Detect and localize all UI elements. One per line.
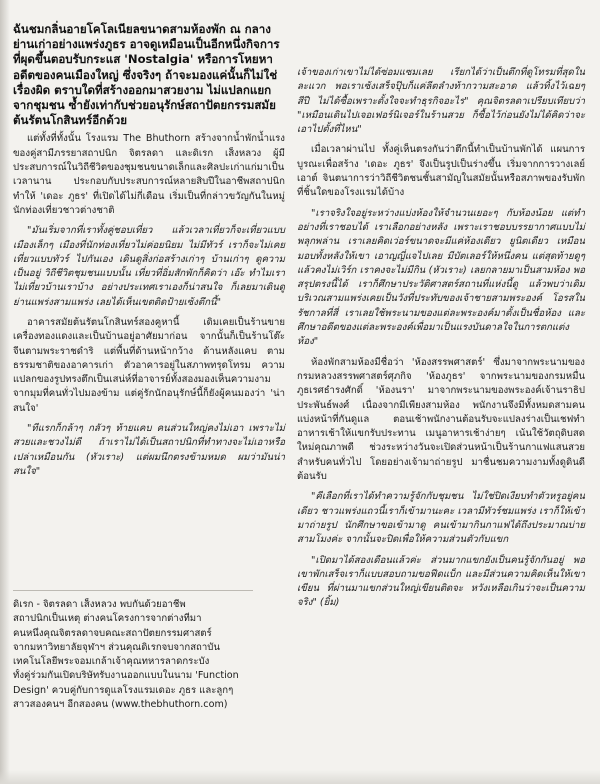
page-fold-shadow — [0, 0, 10, 784]
left-column — [13, 22, 285, 485]
caption-line: คนหนึ่งคุณจิตรลดาจบคณะสถาปัตยกรรมศาสตร์ — [13, 627, 212, 639]
caption-line: จากมหาวิทยาลัยจุฬาฯ ส่วนคุณดิเรกจบจากสถาบัน — [13, 641, 220, 653]
right-column — [297, 66, 585, 617]
page-bottom-shadow — [0, 770, 600, 784]
body-paragraph: อาคารสมัยต้นรัตนโกสินทร์สองคูหานี้ เดิมเคยเป็นร้านขายเครื่องทองแดงและเป็นบ้านอยู่อาศัยมาก่อน จากนั้นก็เป็นร้านโต๊ะจีนตามพระราชดำริ แต่พื้นที่ด้านหน้ากว้าง ด้านหลังแคบ ตามธรรมชาติของอาคารเก่า ตัวอาคารอยู่ในสภาพทรุดโทรม ความแปลกของรูปทรงตึกเป็นเสน่ห์ที่อาจารย์ทั้งสองมองเห็นความงามจากมุมที่คนทั่วไปมองข้าม แต่คู่รักนักอนุรักษ์นี้ก็ยังผู้คนมองว่า 'น่าสนใจ' — [13, 316, 285, 414]
body-paragraph: เมื่อเวลาผ่านไป ทั้งคู่เห็นตรงกันว่าตึกนี้ทำเป็นบ้านพักได้ แผนการบูรณะเพื่อสร้าง 'เดอะ ภูธร' จึงเป็นรูปเป็นร่างขึ้น เริ่มจากการวางเลย์เอาต์ จินตนาการว่าวิถีชีวิตชนชั้นสามัญในสมัยนั้นหรือสภาพของรับพักที่ชิ้นใดของโรงแรมได้บ้าง — [297, 144, 585, 199]
caption-line: เทคโนโลยีพระจอมเกล้าเจ้าคุณทหารลาดกระบัง — [13, 656, 210, 668]
caption-line: สถาปนิกเป็นเหตุ ต่างคนโครงการจากต่างที่มา — [13, 613, 202, 625]
quote-paragraph: "เปิดมาได้สองเดือนแล้วค่ะ ส่วนมากแขกยังเป็นคนรู้จักกันอยู่ พอเขาพักเสร็จเราก็แบบสอบถามขอฟีดแบ็ก และมีส่วนความคิดเห็นให้เขาเขียน ที่ผ่านมาแขกส่วนใหญ่เขียนติดจะ หวังเหลือเกินว่าจะเป็นความจริง" (ยิ้ม) — [297, 554, 585, 609]
caption-line: ดิเรก - จิตรลดา เส็งหลวง พบกันด้วยอาชีพ — [13, 599, 186, 610]
caption-line: Design' ควบคู่กับการดูแลโรงแรมเดอะ ภูธร และลูกๆ — [13, 684, 234, 696]
body-paragraph: ห้องพักสามห้องมีชื่อว่า 'ห้องสรรพศาสตร์' ซึ่งมาจากพระนามของกรมหลวงสรรพศาสตร์ศุภกิจ 'ห้องภูธร' จากพระนามของกรมหมื่นภูธเรศธำรงศักดิ์ 'ห้องนรา' มาจากพระนามของพระองค์เจ้านราธิปประพันธ์พงศ์ เนื่องจากมีเพียงสามห้อง พนักงานจึงมีทั้งหมดสามคน แบ่งหน้าที่กันดูแล ตอนเช้าพนักงานต้อนรับจะแปลงร่างเป็นเชฟทำอาหารเช้าให้แขกรับประทาน เมนูอาหารเช้าง่ายๆ เน้นใช้วัตถุดิบสดใหม่คุณภาพดี ช่วงระหว่างวันจะเปิดส่วนหน้าเป็นร้านกาแฟแสนสวยสำหรับคนทั่วไป โดยอย่างเจ้ามาถ่ายรูป มาชื่นชมความงามทั้งดูดินดีต้อนรับ — [297, 356, 585, 483]
caption-line: ทั้งคู่ร่วมกันเปิดบริษัทรับงานออกแบบในนาม 'Function — [13, 670, 239, 682]
quote-paragraph: "เราจริงใจอยู่ระหว่างแบ่งห้องให้จำนวนเยอะๆ กับห้องน้อย แต่ทำอย่างที่เราชอบได้ เราเลือกอย่างหลัง เพราะเราชอบบรรยากาศแบบไม่พลุกพล่าน เราเลยคิดเว่อร์ขนาดจะมีแค่ห้องเดียว ยูนิตเดียว เหมือนมอบทั้งหลังให้เขา เอาญญี่แจไปเลย มีบัตเลอร์ให้หนึ่งคน แต่สุดท้ายดูๆ แล้วคงไม่เวิร์ก เราคงจะไม่มีกิน (หัวเราะ) เลยกลายมาเป็นสามห้อง พอสรุปตรงนี้ได้ เราก็ศึกษาประวัติศาสตร์สถานที่แห่งนี้ดู แล้วพบว่าเดิมบริเวณสามแพร่งเคยเป็นวังที่ประทับของเจ้าชายสามพระองค์ โอรสในรัชกาลที่สี่ เราเลยใช้พระนามของแต่ละพระองค์มาตั้งเป็นชื่อห้อง และศึกษาอดีตของแต่ละพระองค์เพื่อมาเป็นแรงบันดาลใจในการตกแต่งห้อง" — [297, 207, 585, 348]
quote-paragraph: เจ้าของเก่าเขาไม่ได้ซ่อมแซมเลย เรียกได้ว่าเป็นตึกที่ดูโทรมที่สุดในละแวก พอเราเซ้งเสร็จปุ๊บก็แค่ลีตลำงท้ากวามสะอาด แล้วทิ้งไว้เฉยๆ สีปี ไม่ได้ซื้อเพราะตั้งใจจะทำธุรกิจอะไร" คุณจิตรลดาเปรียบเทียบว่า "เหมือนเดินไปเจอเฟอร์นิเจอร์ในร้านสวย ก็ซื้อไว้ก่อนยังไม่ได้คิดว่าจะเอาไปตั้งที่ไหน" — [297, 67, 585, 136]
caption-line: สาวสองคนฯ อีกสองคน (www.thebhuthorn.com) — [13, 699, 228, 711]
body-paragraph: แต่ทั้งที่ทั้งนั้น โรงแรม The Bhuthorn สร้างจากน้ำพักน้ำแรงของคู่สามีภรรยาสถาปนิก จิตรลดา และดิเรก เส็งหลวง ผู้มีประสบการณ์ในวิถีชีวิตของชุมชนขนาดเล็กและศิลปะเก่าแก่มาเป็นเวลานาน ประกอบกับประสบการณ์หลายสิบปีในอาชีพสถาปนิก ทำให้ 'เดอะ ภูธร' ที่เปิดได้ไม่กี่เดือน เริ่มเป็นที่กล่าวขวัญกันในหมู่นักท่องเที่ยวชาวต่างชาติ — [13, 133, 285, 216]
quote-paragraph: "ทีแรกก็กล้าๆ กลัวๆ ท้ายแคบ คนส่วนใหญ่คงไม่เอา เพราะไม่สวยและชวงไม่ดี ถ้าเราไม่ได้เป็นสถาปนิกที่ทำทางจะไม่เอาหรือเปล่าเหมือนกัน (หัวเราะ) แต่ผมนึกตรงข้ามหมด ผมว่ามันน่าสนใจ" — [13, 423, 285, 477]
author-caption — [13, 598, 263, 712]
lead-paragraph: ฉันชมกลิ่นอายโคโลเนียลขนาดสามห้องพัก ณ กลางย่านเก่าอย่างแพร่งภูธร อาจดูเหมือนเป็นอีกหนึ่งกิจการที่ผุดขึ้นตอบรับกระแส 'Nostalgia' หรือการโหยหาอดีตของคนเมืองใหญ่ ซึ่งจริงๆ ถ้าจะมองแค่นั้นก็ไม่ใช่เรื่องผิด ตราบใดที่สร้างออกมาสวยงาม ไม่แปลกแยกจากชุมชน ซ้ำยังเท่ากับช่วยอนุรักษ์สถาปัตยกรรมสมัยต้นรัตนโกสินทร์อีกด้วย — [13, 22, 280, 128]
caption-divider — [13, 590, 253, 591]
quote-paragraph: "คีเลือกที่เราได้ทำความรู้จักกับชุมชน ไม่ใช่ปิดเงียบทำตัวหรูอยู่คนเดียว ชาวแพร่งแถวนี้เราก็เข้ามานะคะ เวลามีทัวร์ชมแพร่ง เราก็ให้เข้ามาถ่ายรูป นักศึกษาขอเข้ามาดู คนเข้ามากินกาแฟได้ถึงประมาณบ่ายสามโมงค่ะ จากนั้นจะปิดเพื่อให้ความส่วนตัวกับแขก — [297, 491, 585, 546]
quote-paragraph: "มันเริ่มจากที่เราทั้งคู่ชอบเที่ยว แล้วเวลาเที่ยวก็จะเที่ยวแบบเมืองเล็กๆ เมืองที่นักท่องเที่ยวไม่ค่อยนิยม ไม่มีทัวร์ เราก็จะไม่เคยเที่ยวแบบทัวร์ ไปกันเอง เดินดูสิ่งก่อสร้างเก่าๆ บ้านเก่าๆ ดูความเป็นอยู่ วิถีชีวิตชุมชนแบบนั้น เที่ยวที่อิ่มสักพักก็คิดว่า เอ๊ะ ทำไมเราไม่เที่ยวบ้านเราบ้าง อย่างประเทศเราเองก็น่าสนใจ ก็เลยมาเดินดูย่านแพร่งสามแพร่ง เลยได้เห็นเขตติดป้ายเซ้งตึกนี้" — [13, 225, 285, 308]
